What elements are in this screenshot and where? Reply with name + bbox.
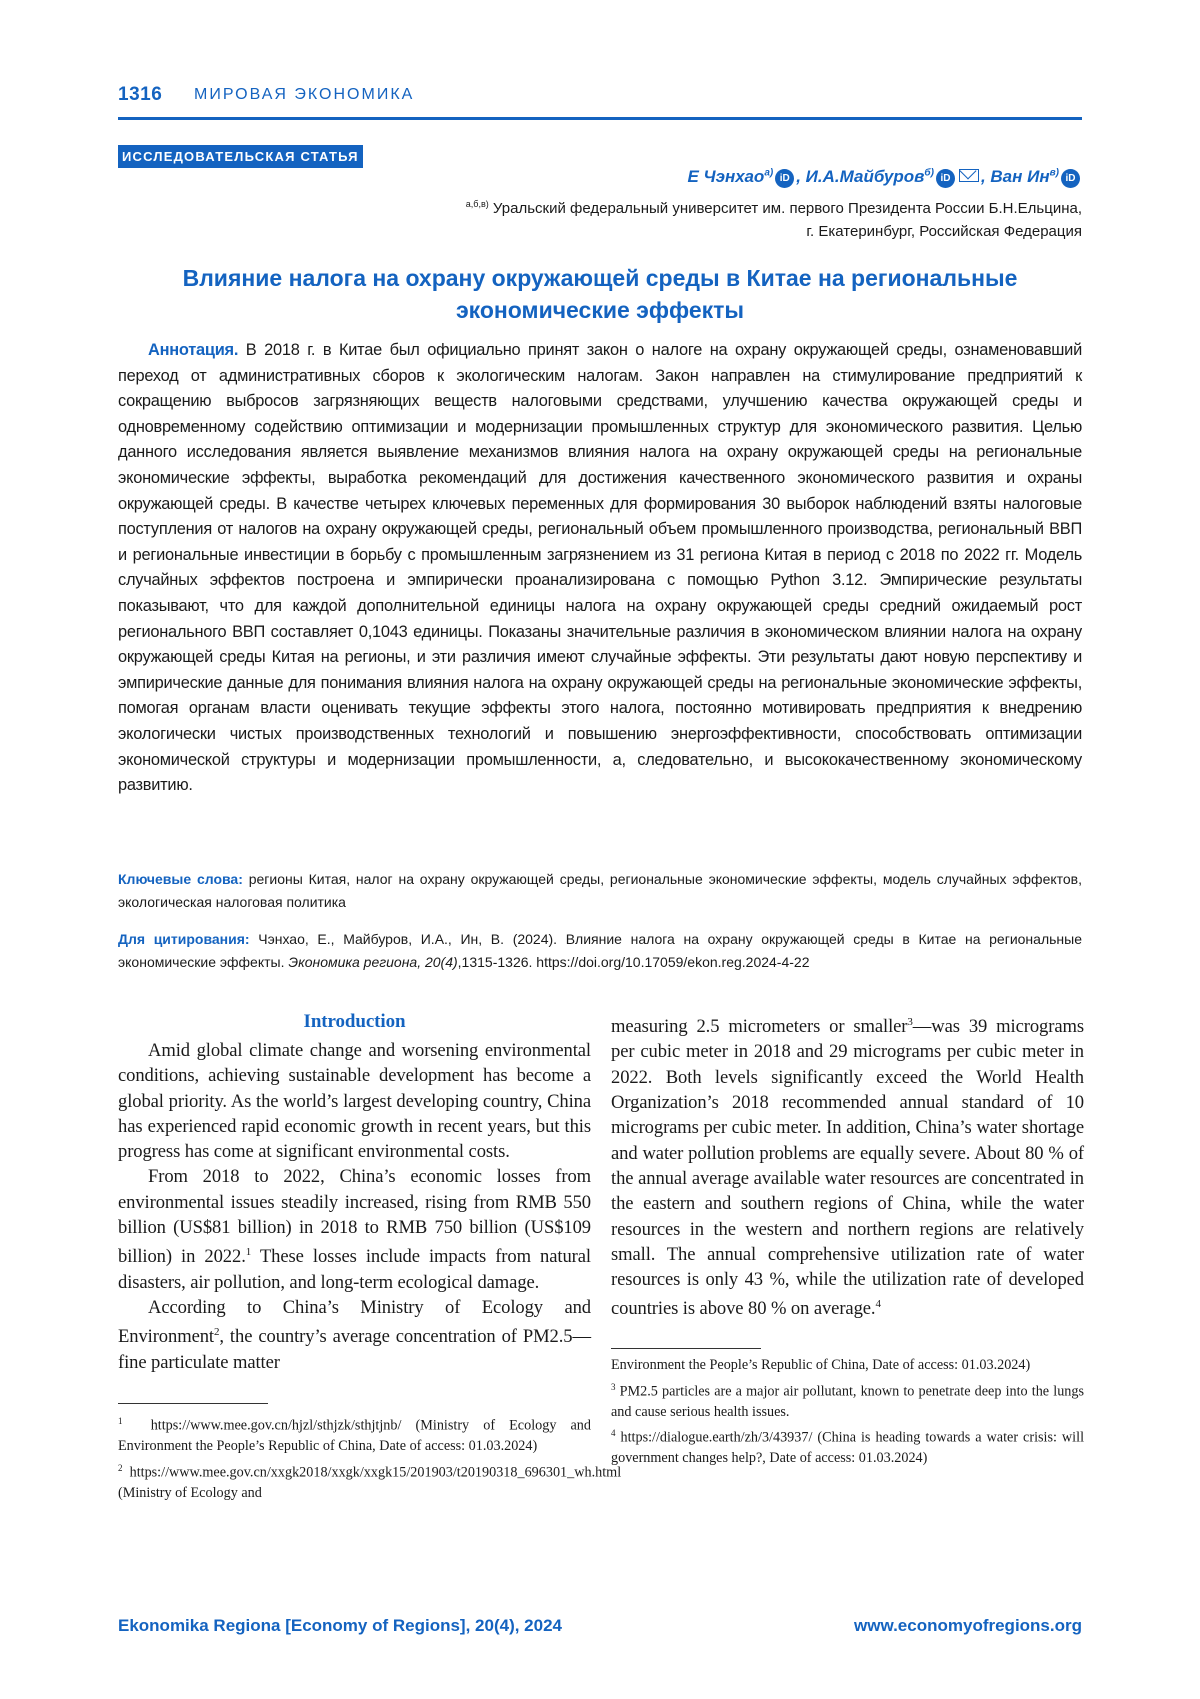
footnote bbox=[118, 1411, 591, 1457]
article-title: Влияние налога на охрану окружающей среды в Китае на региональные экономические эффекты bbox=[182, 265, 1018, 323]
footnote-text[interactable]: https://www.mee.gov.cn/hjzl/sthjzk/sthjtjnb/ (Ministry of Ecology and Environment the People’s Republic of China, Date of access: 01.03.2024) bbox=[118, 1417, 591, 1455]
footnote-ref[interactable]: 4 bbox=[875, 1298, 881, 1311]
footnote bbox=[118, 1458, 622, 1504]
paragraph bbox=[611, 1010, 1084, 1322]
orcid-icon[interactable]: iD bbox=[775, 169, 794, 188]
footnotes-right bbox=[611, 1355, 1084, 1470]
body-column-right bbox=[611, 1010, 1084, 1322]
authors-line bbox=[687, 167, 1082, 193]
footnote bbox=[611, 1377, 1084, 1423]
author-1-affil: а) bbox=[764, 167, 774, 179]
page-number: 1316 bbox=[118, 84, 163, 105]
keywords-text: регионы Китая, налог на охрану окружающей среды, региональные экономические эффекты, модель случайных эффектов, экологическая налоговая политика bbox=[118, 871, 1082, 910]
footnote-number: 1 bbox=[118, 1416, 123, 1426]
footnote-text: Environment the People’s Republic of China, Date of access: 01.03.2024) bbox=[611, 1357, 1031, 1373]
footnote-ref[interactable]: 2 bbox=[213, 1326, 220, 1339]
footnotes-left bbox=[118, 1411, 622, 1504]
footnote-continued bbox=[611, 1355, 1084, 1376]
footnote-text[interactable]: https://dialogue.earth/zh/3/43937/ (China is heading towards a water crisis: will government changes help?, Date of access: 01.03.2024) bbox=[611, 1429, 1085, 1467]
body-column-left bbox=[118, 1010, 591, 1375]
citation-text: Чэнхао, Е., Майбуров, И.А., Ин, В. (2024). Влияние налога на охрану окружающей среды в Китае на региональные экономические эффекты. bbox=[118, 931, 1082, 970]
section-heading: Introduction bbox=[303, 1011, 406, 1032]
orcid-icon[interactable]: iD bbox=[936, 169, 955, 188]
keywords bbox=[118, 868, 1082, 914]
affiliation-line-1: Уральский федеральный университет им. первого Президента России Б.Н.Ельцина, bbox=[492, 200, 1082, 217]
keywords-label: Ключевые слова: bbox=[118, 871, 243, 887]
paragraph-text: , the country’s average concentration of PM2.5—fine particulate matter bbox=[118, 1326, 591, 1373]
author-1: Е Чэнхао bbox=[687, 167, 765, 186]
paragraph-text: Amid global climate change and worsening environmental conditions, achieving sustainable development has become a global priority. As the world’s largest developing country, China has experienced rapid economic growth in recent years, but this progress has come at significant environmental costs. bbox=[118, 1040, 591, 1163]
footnote-ref[interactable]: 1 bbox=[245, 1246, 252, 1259]
footnote-ref[interactable]: 3 bbox=[907, 1016, 913, 1028]
paragraph-text: measuring 2.5 micrometers or smaller bbox=[611, 1016, 908, 1038]
email-icon[interactable] bbox=[959, 169, 979, 182]
article-type-badge: ИССЛЕДОВАТЕЛЬСКАЯ СТАТЬЯ bbox=[118, 145, 363, 168]
abstract bbox=[118, 338, 1082, 799]
citation-journal: Экономика региона, 20(4) bbox=[288, 954, 458, 970]
affiliation bbox=[262, 193, 1082, 243]
footnote-number: 4 bbox=[611, 1428, 616, 1439]
footer-journal: Ekonomika Regiona [Economy of Regions], 20(4), 2024 bbox=[118, 1616, 562, 1635]
author-3-affil: в) bbox=[1049, 167, 1059, 179]
paragraph bbox=[118, 1164, 591, 1295]
citation-doi[interactable]: ,1315-1326. https://doi.org/10.17059/ekon.reg.2024-4-22 bbox=[457, 954, 810, 970]
footnote-text[interactable]: https://www.mee.gov.cn/xxgk2018/xxgk/xxgk15/201903/t20190318_696301_wh.html (Ministry of Ecology and bbox=[118, 1464, 622, 1501]
abstract-text: В 2018 г. в Китае был официально принят закон о налоге на охрану окружающей среды, ознаменовавший переход от административных сборов к экологическим налогам. Закон направлен на стимулирование предприятий к сокращению выбросов загрязняющих веществ налоговыми средствами, улучшению качества окружающей среды и одновременному содействию оптимизации и модернизации промышленных структур для экономического развития. Целью данного исследования является выявление механизмов влияния налога на охрану окружающей среды на региональные экономические эффекты, выработка рекомендаций для достижения качественного экономического развития и охраны окружающей среды. В качестве четырех ключевых переменных для формирования 30 выборок наблюдений взяты налоговые поступления от налогов на охрану окружающей среды, региональный объем промышленного производства, региональный ВВП и региональные инвестиции в борьбу с промышленным загрязнением из 31 региона Китая в период с 2018 по 2022 гг. Модель случайных эффектов построена и эмпирически проанализирована с помощью Python 3.12. Эмпирические результаты показывают, что для каждой дополнительной единицы налога на охрану окружающей среды средний ожидаемый рост регионального ВВП составляет 0,1043 единицы. Показаны значительные различия в экономическом влиянии налога на охрану окружающей среды Китая на регионы, и эти различия имеют случайные эффекты. Эти результаты дают новую перспективу и эмпирические данные для понимания влияния налога на охрану окружающей среды на региональные экономические эффекты, помогая органам власти оценивать текущие эффекты этого налога, постоянно мотивировать предприятия к внедрению экологически чистых производственных технологий и повышению энергоэффективности, способствовать оптимизации экономической структуры и модернизации промышленности, а, следовательно, и высококачественному экономическому развитию. bbox=[118, 341, 1082, 795]
paragraph bbox=[118, 1295, 591, 1375]
footnote-rule bbox=[118, 1403, 268, 1404]
orcid-icon[interactable]: iD bbox=[1061, 169, 1080, 188]
paragraph bbox=[118, 1038, 591, 1164]
paragraph-text: According to China’s Ministry of Ecology and Environment bbox=[118, 1297, 591, 1348]
journal-section: МИРОВАЯ ЭКОНОМИКА bbox=[194, 86, 415, 103]
footnote bbox=[611, 1423, 1084, 1469]
footnote-number: 2 bbox=[118, 1462, 123, 1473]
footer-website[interactable]: www.economyofregions.org bbox=[854, 1616, 1082, 1635]
footnote-text: PM2.5 particles are a major air pollutant, known to penetrate deep into the lungs and cause serious health issues. bbox=[611, 1383, 1084, 1420]
header-rule bbox=[118, 117, 1082, 120]
paragraph-text: —was 39 micrograms per cubic meter in 2018 and 29 micrograms per cubic meter in 2022. Both levels significantly exceed the World Health Organization’s 2018 recommended annual standard of 10 micrograms per cubic meter. In addition, China’s water shortage and water pollution problems are equally severe. About 80 % of the annual average available water resources are concentrated in the eastern and southern regions of China, while the water resources in the western and northern regions are relatively small. The annual comprehensive utilization rate of water resources is only 43 %, while the utilization rate of developed countries is above 80 % on average. bbox=[611, 1016, 1084, 1320]
abstract-label: Аннотация. bbox=[148, 341, 239, 359]
paragraph-text: From 2018 to 2022, China’s economic losses from environmental issues steadily increased, rising from RMB 550 billion (US$81 billion) in 2018 to RMB 750 billion (US$109 billion) in 2022. bbox=[118, 1166, 591, 1268]
author-2-affil: б) bbox=[924, 167, 934, 179]
footnote-number: 3 bbox=[611, 1381, 616, 1392]
author-3: , Ван Ин bbox=[980, 167, 1050, 186]
author-2: , И.А.Майбуров bbox=[796, 167, 925, 186]
citation bbox=[118, 928, 1082, 974]
running-header bbox=[118, 84, 1082, 114]
affiliation-marker: а,б,в) bbox=[465, 199, 489, 209]
affiliation-line-2: г. Екатеринбург, Российская Федерация bbox=[806, 223, 1082, 240]
footnote-rule bbox=[611, 1348, 761, 1349]
paragraph-text: These losses include impacts from natural disasters, air pollution, and long-term ecological damage. bbox=[118, 1246, 591, 1293]
citation-label: Для цитирования: bbox=[118, 931, 250, 947]
